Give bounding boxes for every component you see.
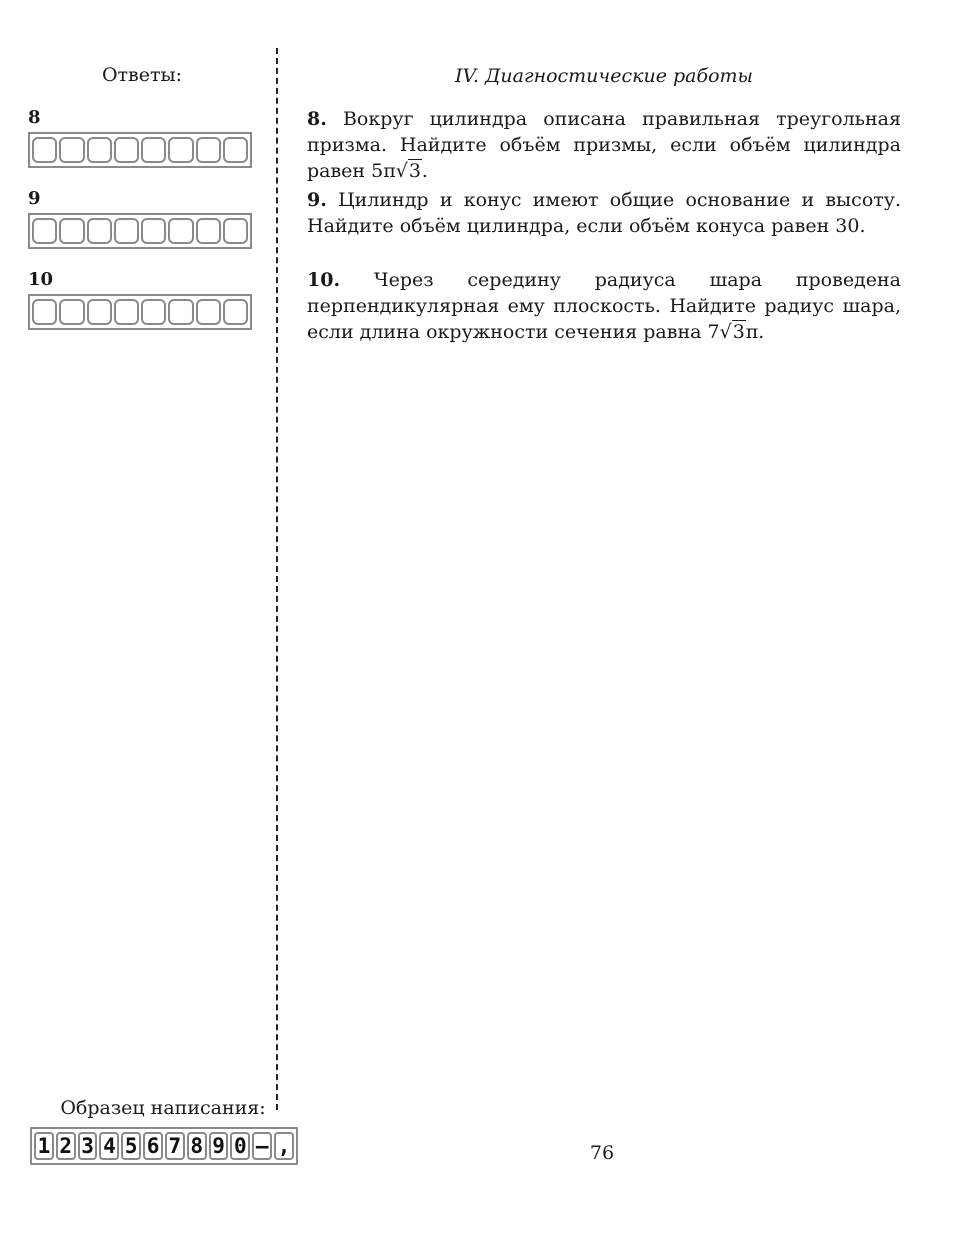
answer-number: 10 [28, 269, 54, 290]
answer-number: 8 [28, 107, 41, 128]
answer-number: 9 [28, 188, 41, 209]
problem-text: Цилиндр и конус имеют общие основание и высоту. Найдите объём цилиндра, если объём конуса равен 30. [307, 189, 901, 237]
answer-box[interactable] [141, 299, 166, 325]
answer-box[interactable] [114, 137, 139, 163]
section-title: IV. Диагностические работы [454, 65, 754, 87]
formula-suffix: π [745, 321, 759, 343]
problem-number: 8. [307, 108, 327, 130]
problem-text: Вокруг цилиндра описана правильная треугольная призма. Найдите объём призмы, если объём цилиндра равен [307, 108, 901, 182]
answer-box[interactable] [196, 218, 221, 244]
problem-text: Через середину радиуса шара проведена перпендикулярная ему плоскость. Найдите радиус шара, если длина окружности сечения равна [307, 269, 901, 343]
answer-box[interactable] [196, 299, 221, 325]
radicand: 3 [732, 321, 745, 343]
sample-char: 8 [187, 1132, 207, 1160]
answer-box[interactable] [141, 218, 166, 244]
sample-char: – [252, 1132, 272, 1160]
answer-box[interactable] [223, 218, 248, 244]
problem-8: 8. Вокруг цилиндра описана правильная треугольная призма. Найдите объём призмы, если объём цилиндра равен 5π√3. [307, 108, 901, 182]
sample-char: 1 [34, 1132, 54, 1160]
sample-char: 9 [209, 1132, 229, 1160]
problem-number: 10. [307, 269, 341, 291]
sample-char: 5 [121, 1132, 141, 1160]
answer-box[interactable] [223, 137, 248, 163]
formula-prefix: 7 [707, 321, 720, 343]
answer-box[interactable] [87, 299, 112, 325]
sample-char: 3 [78, 1132, 98, 1160]
answer-boxes[interactable] [28, 132, 252, 168]
answer-box[interactable] [168, 218, 193, 244]
dashed-divider [276, 48, 278, 1110]
answer-boxes[interactable] [28, 213, 252, 249]
formula-prefix: 5π [371, 160, 396, 182]
answer-block-9 [28, 189, 252, 249]
answer-block-10 [28, 270, 252, 330]
answer-box[interactable] [141, 137, 166, 163]
answer-box[interactable] [32, 137, 57, 163]
answer-box[interactable] [87, 218, 112, 244]
answers-title: Ответы: [101, 64, 183, 86]
square-root: √3 [395, 160, 421, 182]
answer-block-8 [28, 108, 252, 168]
answer-box[interactable] [114, 218, 139, 244]
sample-char: 6 [143, 1132, 163, 1160]
sample-char: 4 [99, 1132, 119, 1160]
problem-9 [307, 187, 901, 239]
square-root: √3 [719, 321, 745, 343]
radicand: 3 [408, 160, 421, 182]
answer-box[interactable] [223, 299, 248, 325]
sample-char: 2 [56, 1132, 76, 1160]
answer-box[interactable] [168, 299, 193, 325]
answer-box[interactable] [32, 218, 57, 244]
answer-box[interactable] [59, 299, 84, 325]
answer-boxes[interactable] [28, 294, 252, 330]
sample-char: , [274, 1132, 294, 1160]
page-number: 76 [589, 1142, 615, 1164]
answer-box[interactable] [59, 137, 84, 163]
answer-box[interactable] [168, 137, 193, 163]
answer-box[interactable] [87, 137, 112, 163]
answer-box[interactable] [196, 137, 221, 163]
sample-char: 7 [165, 1132, 185, 1160]
problem-number: 9. [307, 189, 327, 211]
sample-char: 0 [230, 1132, 250, 1160]
problem-10: 10. Через середину радиуса шара проведена перпендикулярная ему плоскость. Найдите радиус шара, если длина окружности сечения равна 7√3π. [307, 269, 901, 343]
answer-box[interactable] [59, 218, 84, 244]
answer-box[interactable] [114, 299, 139, 325]
sample-strip [30, 1127, 298, 1165]
answer-box[interactable] [32, 299, 57, 325]
sample-label: Образец написания: [60, 1097, 266, 1119]
